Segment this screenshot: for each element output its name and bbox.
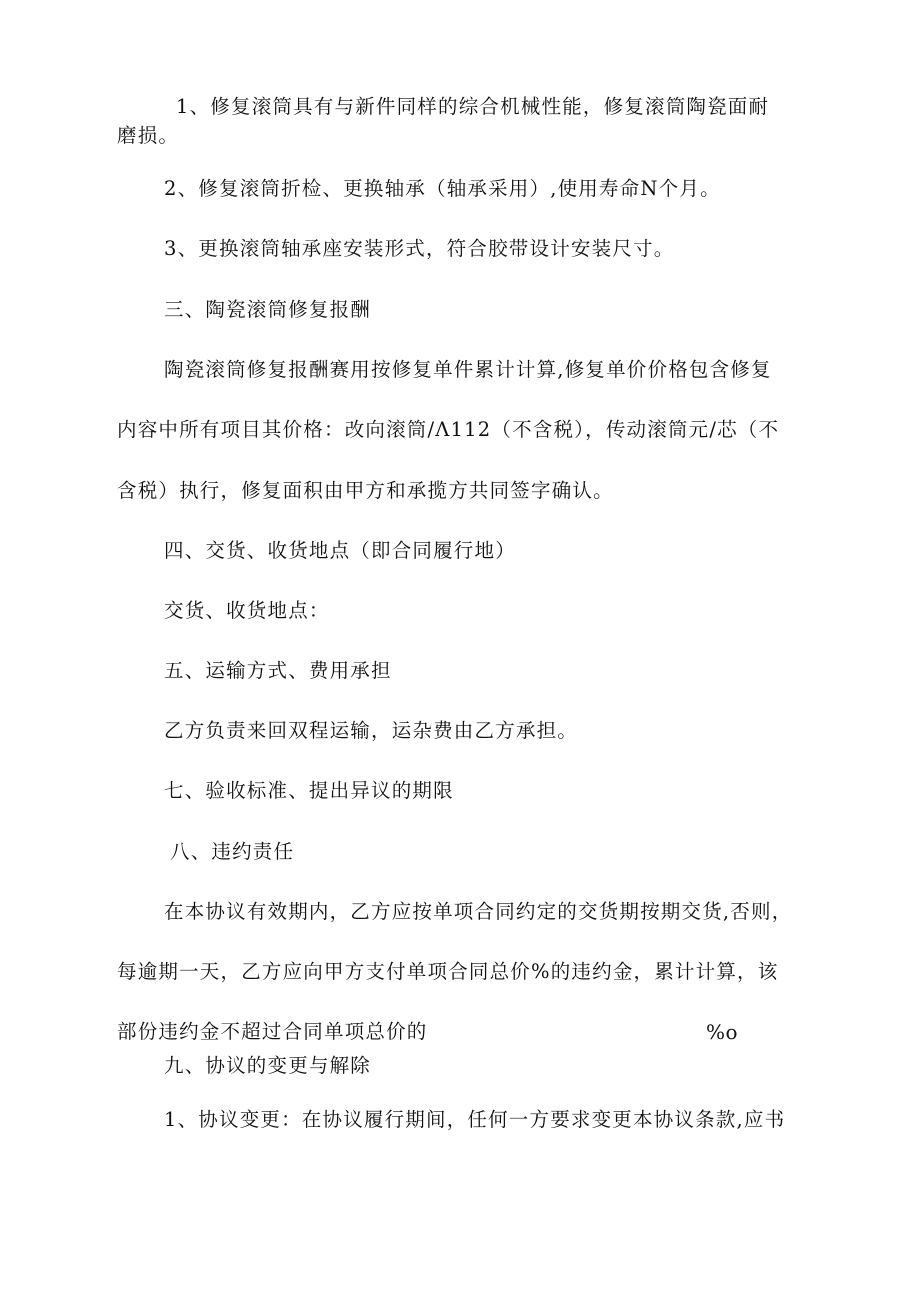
section-3-para-line-2: 内容中所有项目其价格：改向滚筒/Λ112（不含税），传动滚筒元/芯（不	[117, 418, 780, 441]
clause-2: 2、修复滚筒折检、更换轴承（轴承采用）,使用寿命N个月。	[164, 177, 721, 200]
section-4-heading: 四、交货、收货地点（即合同履行地）	[164, 539, 516, 562]
section-5-heading: 五、运输方式、费用承担	[164, 659, 392, 682]
clause-1-line-1: 1、修复滚筒具有与新件同样的综合机械性能，修复滚筒陶瓷面耐	[176, 95, 770, 118]
breach-para-line-2: 每逾期一天，乙方应向甲方支付单项合同总价%的违约金，累计计算，该	[117, 960, 779, 983]
clause-3: 3、更换滚筒轴承座安装形式，符合胶带设计安装尺寸。	[164, 237, 675, 260]
breach-para-line-1: 在本协议有效期内，乙方应按单项合同约定的交货期按期交货,否则，	[164, 900, 793, 923]
delivery-location: 交货、收货地点：	[164, 599, 330, 622]
breach-para-line-3: 部份违约金不超过合同单项总价的	[117, 1020, 428, 1043]
section-3-para-line-1: 陶瓷滚筒修复报酬赛用按修复单件累计计算,修复单价价格包含修复	[164, 358, 772, 381]
transport-clause: 乙方负责来回双程运输，运杂费由乙方承担。	[164, 719, 579, 742]
section-9-heading: 九、协议的变更与解除	[164, 1054, 372, 1077]
section-9-clause-1: 1、协议变更：在协议履行期间，任何一方要求变更本协议条款,应书	[164, 1108, 786, 1131]
section-8-heading: 八、违约责任	[170, 840, 295, 863]
clause-1-line-2: 磨损。	[117, 124, 180, 147]
per-mille-suffix: %o	[706, 1020, 739, 1044]
section-3-heading: 三、陶瓷滚筒修复报酬	[164, 298, 372, 321]
section-7-heading: 七、验收标准、提出异议的期限	[164, 779, 454, 802]
section-3-para-line-3: 含税）执行，修复面积由甲方和承揽方共同签字确认。	[117, 479, 614, 502]
